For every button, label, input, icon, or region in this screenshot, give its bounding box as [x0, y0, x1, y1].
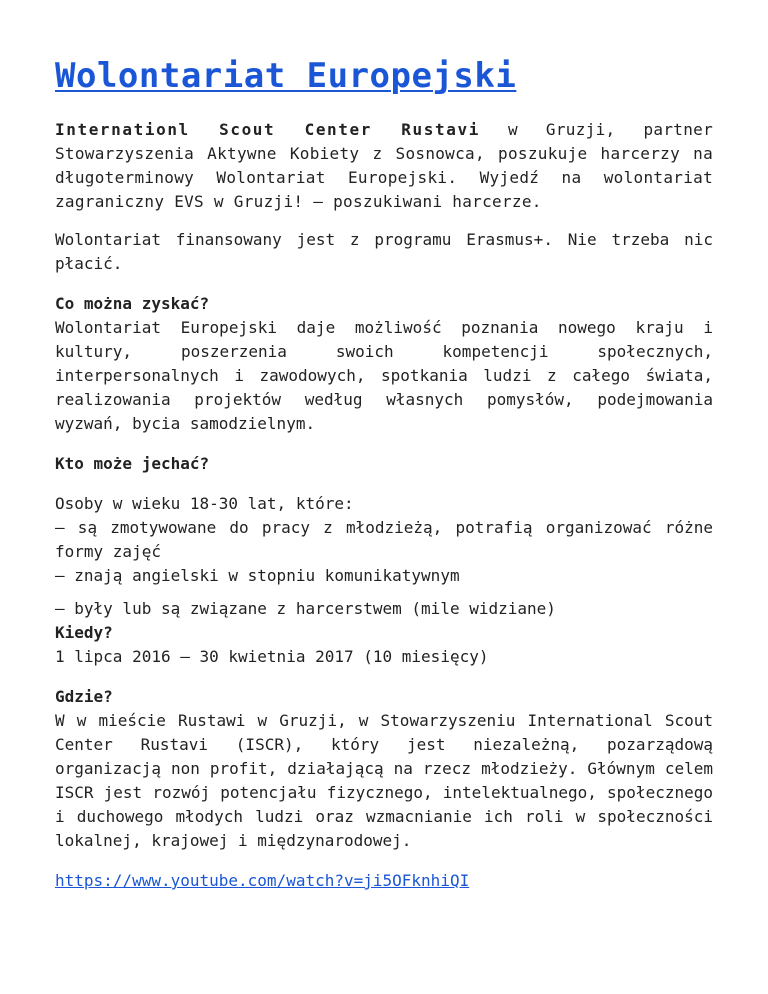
where-section [55, 685, 713, 853]
title-link[interactable]: Wolontariat Europejski [55, 56, 517, 96]
who-item-english: – znają angielski w stopniu komunikatywnym [55, 566, 460, 585]
funding-paragraph: Wolontariat finansowany jest z programu Erasmus+. Nie trzeba nic płacić. [55, 230, 713, 273]
where-heading: Gdzie? [55, 687, 113, 706]
organization-name: Internationl Scout Center Rustavi [55, 120, 480, 139]
where-text: W w mieście Rustawi w Gruzji, w Stowarzyszeniu International Scout Center Rustavi (ISCR), który jest niezależną, pozarządową organizacją non profit, działającą na rzecz młodzieży. Głównym celem ISCR jest rozwój potencjału fizycznego, intelektualnego, społecznego i duchowego młodych ludzi oraz wzmacnianie ich roli w społeczności lokalnej, krajowej i międzynarodowej. [55, 711, 713, 850]
when-text: 1 lipca 2016 – 30 kwietnia 2017 (10 miesięcy) [55, 647, 489, 666]
intro-paragraph [55, 118, 713, 214]
when-heading: Kiedy? [55, 623, 113, 642]
who-intro: Osoby w wieku 18-30 lat, które: [55, 494, 354, 513]
who-item-scouting: – były lub są związane z harcerstwem (mile widziane) [55, 599, 556, 618]
page-title [55, 55, 713, 97]
intro-text: w Gruzji, partner Stowarzyszenia Aktywne Kobiety z Sosnowca, poszukuje harcerzy na długoterminowy Wolontariat Europejski. Wyjedź na wolontariat zagraniczny EVS w Gruzji! – poszukiwani harcerze. [55, 120, 714, 211]
who-item-motivated: – są zmotywowane do pracy z młodzieżą, potrafią organizować różne formy zajęć [55, 518, 713, 561]
who-section [55, 492, 713, 588]
gain-text: Wolontariat Europejski daje możliwość poznania nowego kraju i kultury, poszerzenia swoich kompetencji społecznych, interpersonalnych i zawodowych, spotkania ludzi z całego świata, realizowania projektów według własnych pomysłów, podejmowania wyzwań, bycia samodzielnym. [55, 318, 713, 433]
video-link-paragraph [55, 869, 713, 893]
who-scouting-and-when [55, 597, 713, 669]
who-heading: Kto może jechać? [55, 454, 210, 473]
video-link[interactable]: https://www.youtube.com/watch?v=ji5OFknhiQI [55, 871, 470, 890]
gain-section [55, 292, 713, 436]
gain-heading: Co można zyskać? [55, 294, 210, 313]
